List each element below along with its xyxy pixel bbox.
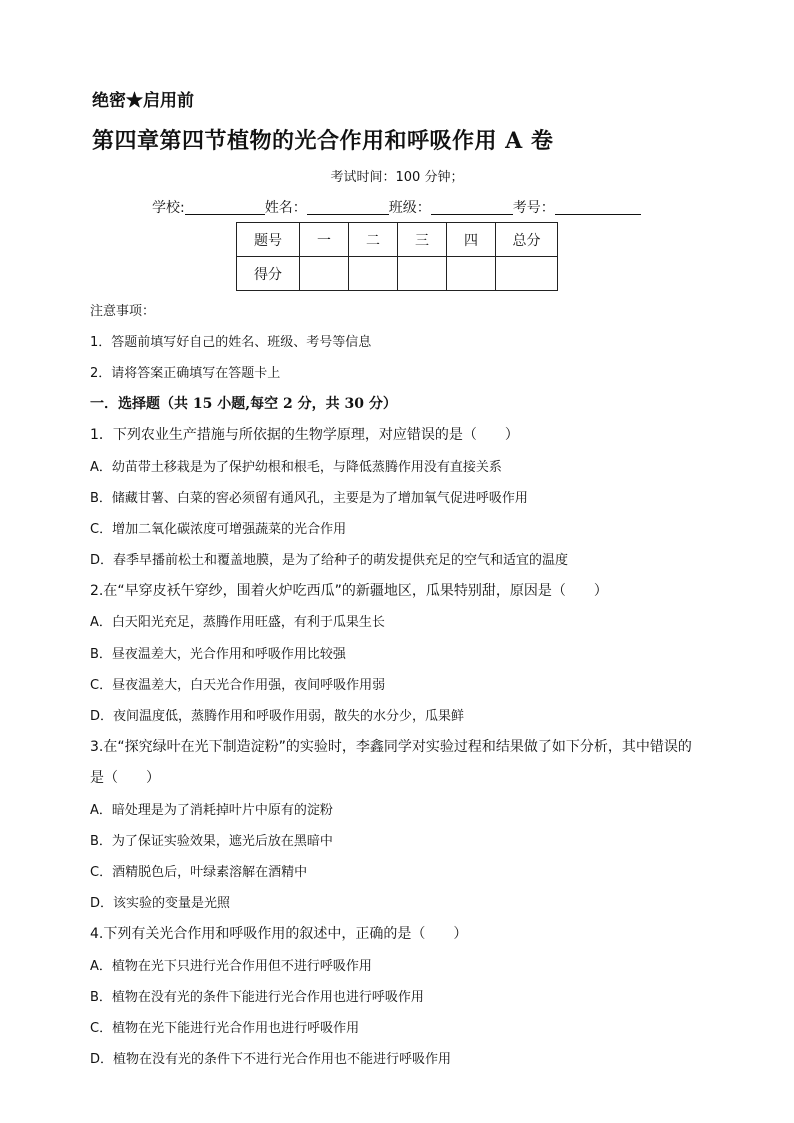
score-header-cell: 总分 [496,223,558,257]
notes-heading: 注意事项： [90,304,156,319]
note-item: 2．请将答案正确填写在答题卡上 [90,366,281,381]
class-label: 班级： [388,200,431,216]
score-cell[interactable] [447,257,496,291]
question-option[interactable]: D．该实验的变量是光照 [90,896,231,911]
question-option[interactable]: C．昼夜温差大，白天光合作用强，夜间呼吸作用弱 [90,678,386,693]
question-stem-continued: 是（ ） [90,770,160,786]
section-title: 一．选择题（共 15 小题,每空 2 分，共 30 分） [90,396,397,412]
question-option[interactable]: C．植物在光下能进行光合作用也进行呼吸作用 [90,1021,360,1036]
class-field[interactable] [431,200,513,215]
score-header-cell: 二 [349,223,398,257]
score-header-cell: 四 [447,223,496,257]
score-header-cell: 一 [300,223,349,257]
score-cell[interactable] [349,257,398,291]
question-option[interactable]: C．增加二氧化碳浓度可增强蔬菜的光合作用 [90,522,347,537]
question-option[interactable]: A．幼苗带土移栽是为了保护幼根和根毛，与降低蒸腾作用没有直接关系 [90,460,502,475]
confidential-label: 绝密★启用前 [92,91,194,111]
exam-no-label: 考号： [512,200,555,216]
question-option[interactable]: B．昼夜温差大，光合作用和呼吸作用比较强 [90,647,346,662]
school-label: 学校: [152,200,185,216]
score-cell[interactable] [300,257,349,291]
question-option[interactable]: A．暗处理是为了消耗掉叶片中原有的淀粉 [90,803,333,818]
question-option[interactable]: A．植物在光下只进行光合作用但不进行呼吸作用 [90,959,372,974]
score-row-label: 得分 [237,257,300,291]
question-option[interactable]: B．植物在没有光的条件下能进行光合作用也进行呼吸作用 [90,990,424,1005]
score-table-header-row [237,223,558,257]
school-field[interactable] [185,200,265,215]
question-option[interactable]: B．储藏甘薯、白菜的窖必须留有通风孔，主要是为了增加氧气促进呼吸作用 [90,491,528,506]
score-cell[interactable] [496,257,558,291]
score-header-cell: 题号 [237,223,300,257]
question-option[interactable]: D．夜间温度低，蒸腾作用和呼吸作用弱，散失的水分少，瓜果鲜 [90,709,465,724]
exam-time: 考试时间：100 分钟； [330,170,464,185]
question-stem: 3.在“探究绿叶在光下制造淀粉”的实验时，李鑫同学对实验过程和结果做了如下分析，其中错误的 [90,739,692,755]
question-option[interactable]: B．为了保证实验效果，遮光后放在黑暗中 [90,834,333,849]
question-option[interactable]: D．植物在没有光的条件下不进行光合作用也不能进行呼吸作用 [90,1052,452,1067]
question-stem: 1．下列农业生产措施与所依据的生物学原理，对应错误的是（ ） [90,427,519,443]
page-title: 第四章第四节植物的光合作用和呼吸作用 A 卷 [92,128,554,154]
note-item: 1．答题前填写好自己的姓名、班级、考号等信息 [90,335,372,350]
question-option[interactable]: C．酒精脱色后，叶绿素溶解在酒精中 [90,865,308,880]
question-stem: 4.下列有关光合作用和呼吸作用的叙述中，正确的是（ ） [90,926,468,942]
question-option[interactable]: A．白天阳光充足，蒸腾作用旺盛，有利于瓜果生长 [90,615,385,630]
question-option[interactable]: D．春季早播前松土和覆盖地膜，是为了给种子的萌发提供充足的空气和适宜的温度 [90,553,569,568]
exam-no-field[interactable] [555,200,641,215]
name-field[interactable] [307,200,389,215]
score-table-score-row [237,257,558,291]
question-stem: 2.在“早穿皮袄午穿纱，围着火炉吃西瓜”的新疆地区，瓜果特别甜，原因是（ ） [90,583,608,599]
score-header-cell: 三 [398,223,447,257]
score-table [236,222,558,291]
name-label: 姓名： [264,200,307,216]
score-cell[interactable] [398,257,447,291]
student-info-row [152,197,641,217]
